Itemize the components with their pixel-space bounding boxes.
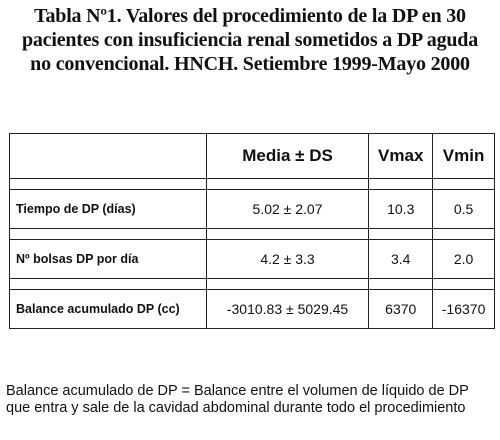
table-footnote: Balance acumulado de DP = Balance entre el volumen de líquido de DP que entra y sale de la cavidad abdominal durante todo el procedimiento (6, 383, 469, 416)
row-label: Nº bolsas DP por día (10, 240, 207, 279)
caption-line-3: no convencional. HNCH. Setiembre 1999-Mayo 2000 (30, 53, 470, 75)
caption-line-2: pacientes con insuficiencia renal sometidos a DP aguda (21, 29, 479, 51)
table-row (10, 290, 495, 329)
cell-vmin: -16370 (433, 290, 495, 329)
row-label: Tiempo de DP (días) (10, 190, 207, 229)
cell-vmax: 3.4 (369, 240, 433, 279)
header-media-ds: Media ± DS (206, 134, 369, 179)
cell-media: -3010.83 ± 5029.45 (206, 290, 369, 329)
table-row (10, 240, 495, 279)
table-caption (0, 4, 500, 76)
header-empty-cell (10, 134, 207, 179)
cell-vmax: 6370 (369, 290, 433, 329)
spacer-row (10, 279, 495, 290)
header-row (10, 134, 495, 179)
header-vmax: Vmax (369, 134, 433, 179)
cell-media: 5.02 ± 2.07 (206, 190, 369, 229)
cell-vmin: 2.0 (433, 240, 495, 279)
data-table (9, 133, 495, 329)
row-label: Balance acumulado DP (cc) (10, 290, 207, 329)
spacer-row (10, 229, 495, 240)
header-vmin: Vmin (433, 134, 495, 179)
table-row (10, 190, 495, 229)
spacer-row (10, 179, 495, 190)
cell-vmax: 10.3 (369, 190, 433, 229)
cell-media: 4.2 ± 3.3 (206, 240, 369, 279)
caption-line-1: Tabla Nº1. Valores del procedimiento de la DP en 30 (34, 5, 466, 27)
cell-vmin: 0.5 (433, 190, 495, 229)
